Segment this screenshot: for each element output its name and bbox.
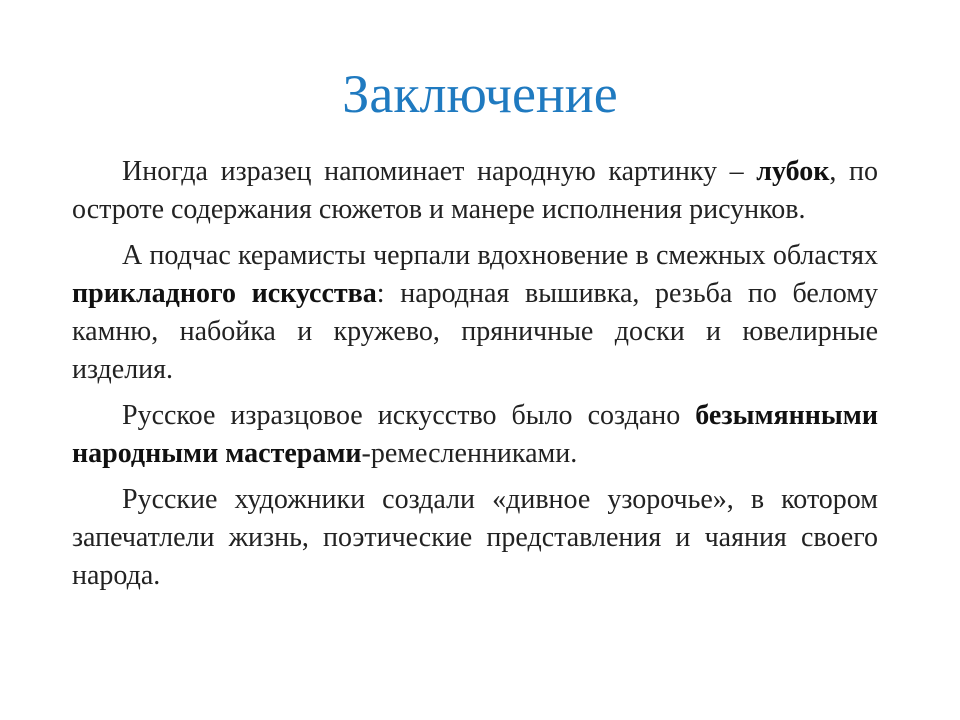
paragraph-text: : народная вышивка, резьба по белому камню, набойка и кружево, пряничные доски и ювелирные изделия. (72, 278, 878, 385)
paragraph-3 (72, 397, 878, 473)
bold-term: прикладного искусства (72, 278, 377, 309)
bold-term: безымянными народными мастерами (72, 400, 878, 469)
paragraph-text: , по остроте содержания сюжетов и манере исполнения рисунков. (72, 156, 879, 225)
slide-body (72, 153, 878, 603)
paragraph-1 (72, 153, 878, 229)
paragraph-text: А подчас керамисты черпали вдохновение в смежных областях (122, 240, 878, 271)
paragraph-text: Русское изразцовое искусство было создано (122, 400, 696, 431)
paragraph-text: Русские художники создали «дивное узорочье», в котором запечатлели жизнь, поэтические представления и чаяния своего народа. (72, 484, 878, 591)
paragraph-2 (72, 237, 878, 389)
paragraph-text: -ремесленниками. (361, 438, 578, 469)
bold-term: лубок (756, 156, 830, 187)
paragraph-4 (72, 481, 878, 595)
paragraph-text: Иногда изразец напоминает народную картинку – (122, 156, 757, 187)
slide-title: Заключение (342, 64, 618, 124)
